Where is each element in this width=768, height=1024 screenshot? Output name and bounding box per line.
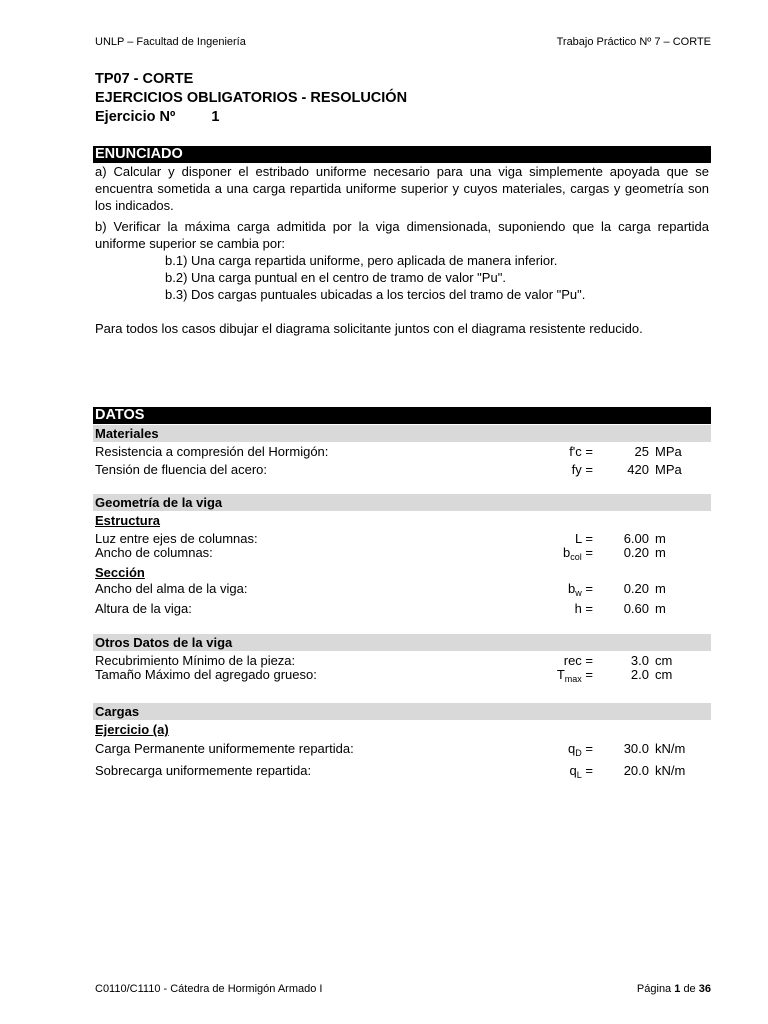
row-altura xyxy=(95,600,707,617)
ancho-col-symbol: $b_{col}$ = xyxy=(563,545,593,562)
page-number: Página 1 de 36 xyxy=(636,983,711,995)
altura-unit: m xyxy=(655,601,666,616)
row-ql xyxy=(95,762,707,779)
qd-symbol: $q_D$ = xyxy=(568,741,593,758)
doc-subtitle: EJERCICIOS OBLIGATORIOS - RESOLUCIÓN xyxy=(95,90,408,106)
exercise-line xyxy=(95,108,219,127)
enunciado-heading: ENUNCIADO xyxy=(93,146,711,163)
datos-heading: DATOS xyxy=(93,407,711,424)
ql-unit: kN/m xyxy=(655,763,686,778)
row-ancho-alma xyxy=(95,580,707,597)
ancho-alma-unit: m xyxy=(655,581,666,596)
row-tmax xyxy=(95,666,707,683)
otros-heading: Otros Datos de la viga xyxy=(93,634,711,651)
enunciado-b2: b.2) Una carga puntual en el centro de tramo de valor "Pu". xyxy=(165,270,506,285)
tmax-unit: cm xyxy=(655,667,673,682)
enunciado-b3: b.3) Dos cargas puntuales ubicadas a los tercios del tramo de valor "Pu". xyxy=(165,287,586,302)
doc-title: TP07 - CORTE xyxy=(95,71,194,87)
rec-unit: cm xyxy=(655,653,673,668)
cargas-heading: Cargas xyxy=(93,703,711,720)
ql-symbol: $q_L$ = xyxy=(569,763,593,780)
fy-value: 420 xyxy=(627,462,649,477)
row-fy xyxy=(95,461,707,478)
fc-unit: MPa xyxy=(655,444,682,459)
ancho-col-value: 0.20 xyxy=(623,545,649,560)
row-ancho-col xyxy=(95,544,707,561)
enunciado-para-a: a) Calcular y disponer el estribado uniforme necesario para una viga simplemente apoyada que se encuentra sometida a una carga repartida uniforme superior y cuyos materiales, cargas y geometría son los indicados. xyxy=(95,164,709,213)
rec-symbol: rec = xyxy=(563,653,593,668)
ancho-col-label: Ancho de columnas: xyxy=(95,545,213,560)
fy-label: Tensión de fluencia del acero: xyxy=(95,462,268,477)
ancho-col-unit: m xyxy=(655,545,666,560)
ancho-alma-label: Ancho del alma de la viga: xyxy=(95,581,248,596)
estructura-heading: Estructura xyxy=(95,513,161,528)
tmax-symbol: $T_{max}$ = xyxy=(556,667,593,684)
enunciado-para-b: b) Verificar la máxima carga admitida por la viga dimensionada, suponiendo que la carga repartida uniforme superior se cambia por: xyxy=(95,219,709,251)
header-left: UNLP – Facultad de Ingeniería xyxy=(95,36,246,48)
materiales-heading: Materiales xyxy=(93,425,711,442)
tmax-value: 2.0 xyxy=(630,667,649,682)
exercise-number: 1 xyxy=(211,109,220,125)
luz-unit: m xyxy=(655,531,666,546)
ancho-alma-symbol: $b_w$ = xyxy=(568,581,593,598)
qd-label: Carga Permanente uniformemente repartida: xyxy=(95,741,354,756)
ql-label: Sobrecarga uniformemente repartida: xyxy=(95,763,312,778)
altura-value: 0.60 xyxy=(623,601,649,616)
fc-value: 25 xyxy=(634,444,649,459)
luz-value: 6.00 xyxy=(623,531,649,546)
fc-label: Resistencia a compresión del Hormigón: xyxy=(95,444,329,459)
luz-label: Luz entre ejes de columnas: xyxy=(95,531,258,546)
exercise-label: Ejercicio Nº xyxy=(95,109,176,125)
footer-left: C0110/C1110 - Cátedra de Hormigón Armado I xyxy=(95,983,323,995)
ejercicio-a-heading: Ejercicio (a) xyxy=(95,722,169,737)
row-fc xyxy=(95,443,707,460)
row-qd xyxy=(95,740,707,757)
qd-unit: kN/m xyxy=(655,741,686,756)
enunciado-b1: b.1) Una carga repartida uniforme, pero aplicada de manera inferior. xyxy=(165,253,558,268)
ancho-alma-value: 0.20 xyxy=(623,581,649,596)
ql-value: 20.0 xyxy=(623,763,649,778)
altura-label: Altura de la viga: xyxy=(95,601,192,616)
tmax-label: Tamaño Máximo del agregado grueso: xyxy=(95,667,317,682)
fy-unit: MPa xyxy=(655,462,682,477)
seccion-heading: Sección xyxy=(95,565,145,580)
altura-symbol: h = xyxy=(574,601,593,616)
header-right: Trabajo Práctico Nº 7 – CORTE xyxy=(556,36,711,48)
rec-label: Recubrimiento Mínimo de la pieza: xyxy=(95,653,296,668)
fc-symbol: f'c = xyxy=(569,444,593,459)
rec-value: 3.0 xyxy=(630,653,649,668)
luz-symbol: L = xyxy=(575,531,593,546)
qd-value: 30.0 xyxy=(623,741,649,756)
enunciado-note: Para todos los casos dibujar el diagrama solicitante juntos con el diagrama resistente reducido. xyxy=(95,321,643,336)
fy-symbol: fy = xyxy=(571,462,593,477)
geometria-heading: Geometría de la viga xyxy=(93,494,711,511)
